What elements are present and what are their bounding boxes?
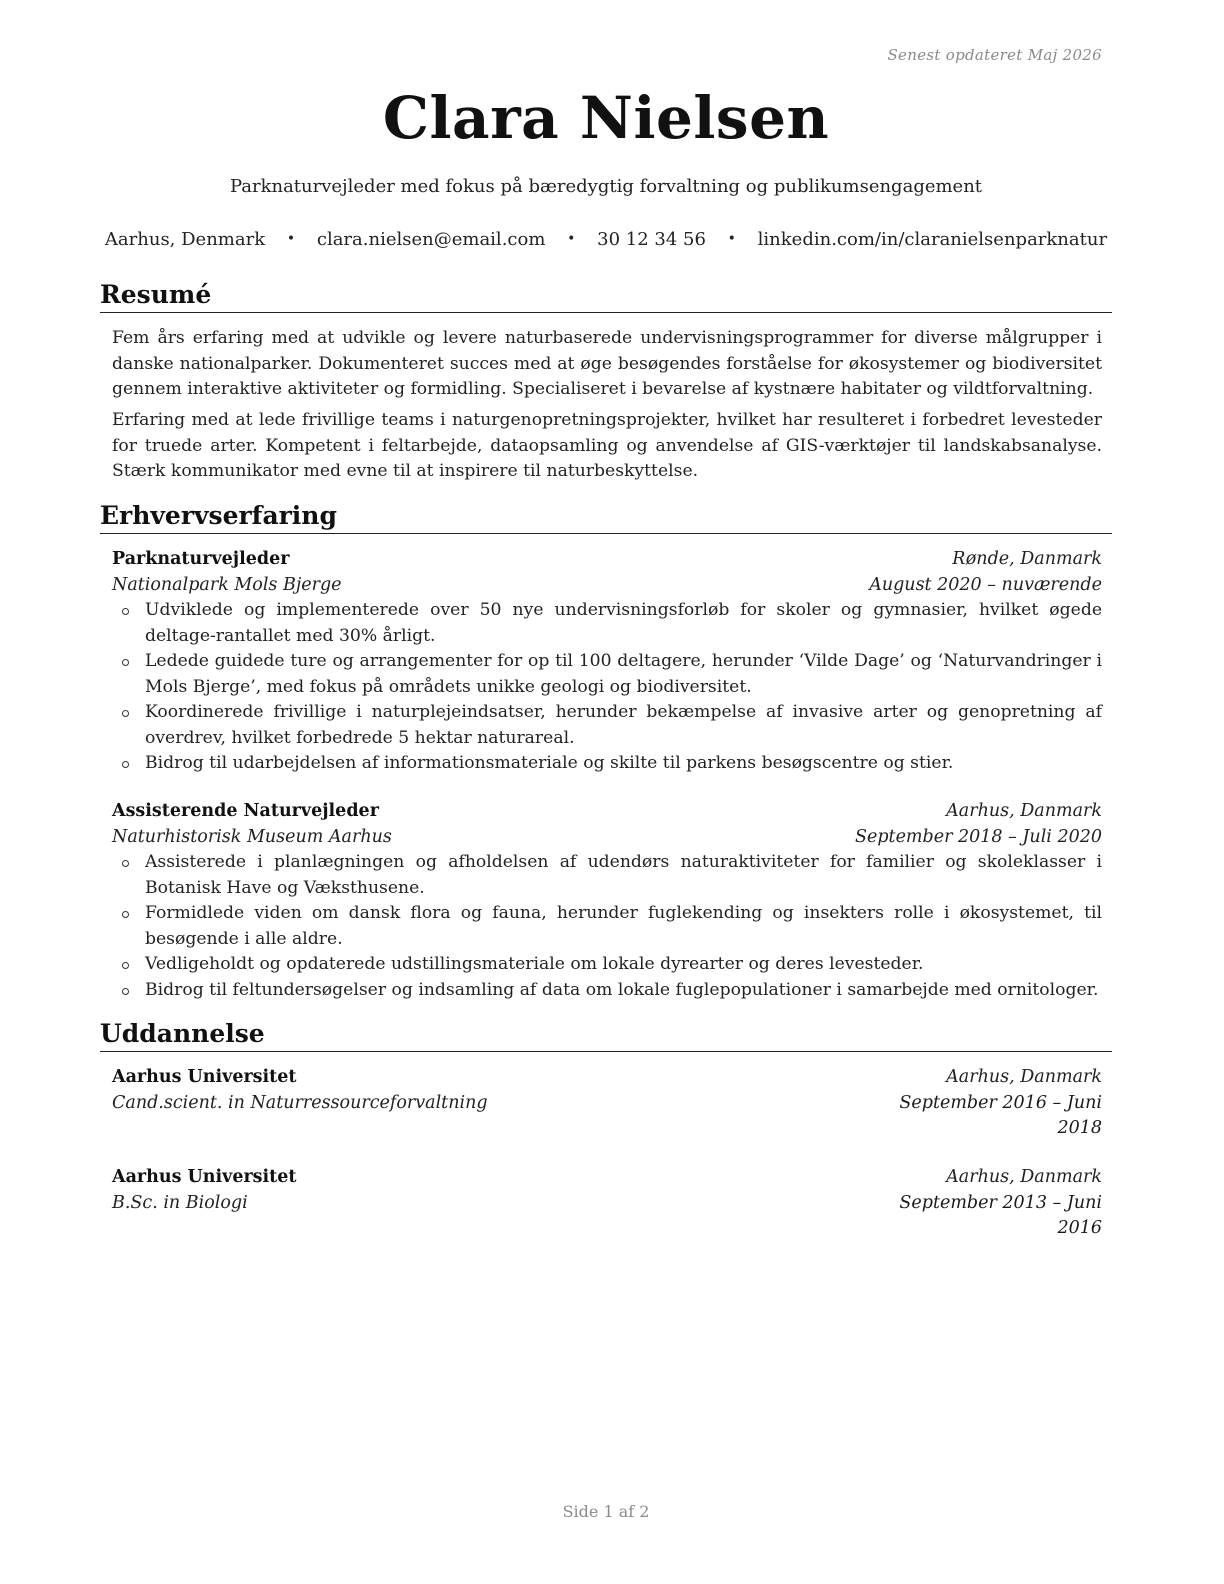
list-item: Ledede guidede ture og arrangementer for op til 100 deltagere, herunder ‘Vilde Dage’ og ‘Naturvandringer i Mols Bjerge’, med fokus på områdets unikke geologi og biodiversitet. [112,649,1102,700]
contact-phone[interactable]: 30 12 34 56 [597,229,706,250]
job-bullets [112,850,1102,1003]
job-role: Parknaturvejleder [112,549,290,569]
circle-bullet-icon [122,962,129,969]
contact-line [0,229,1212,250]
circle-bullet-icon [122,988,129,995]
education-entry [112,1065,1102,1142]
section-title-summary: Resumé [100,279,1112,313]
list-item: Koordinerede frivillige i naturplejeindsatser, herunder bekæmpelse af invasive arter og genopretning af overdrev, hvilket forbedrede 5 hektar naturareal. [112,700,1102,751]
school-name: Aarhus Universitet [112,1067,297,1087]
list-item: Vedligeholdt og opdaterede udstillingsmateriale om lokale dyrearter og deres levesteder. [112,952,1102,978]
job-location: Aarhus, Danmark [946,801,1102,821]
job-header [112,547,1102,598]
job-location: Rønde, Danmark [952,549,1102,569]
bullet-separator: • [567,231,576,247]
job-header [112,799,1102,850]
circle-bullet-icon [122,911,129,918]
tagline: Parknaturvejleder med fokus på bæredygtig forvaltning og publikumsengagement [229,176,983,197]
list-item: Bidrog til udarbejdelsen af informationsmateriale og skilte til parkens besøgscentre og stier. [112,751,1102,777]
list-item: Assisterede i planlægningen og afholdelsen af udendørs naturaktiviteter for familier og skoleklasser i Botanisk Have og Væksthusene. [112,850,1102,901]
education-entry [112,1165,1102,1242]
page-number: Side 1 af 2 [562,1502,650,1521]
last-updated: Senest opdateret Maj 2026 [887,46,1102,64]
job-organization: Naturhistorisk Museum Aarhus [112,826,392,847]
section-title-education: Uddannelse [100,1018,1112,1052]
job-role: Assisterende Naturvejleder [112,801,379,821]
contact-location: Aarhus, Denmark [104,229,266,250]
bullet-separator: • [727,231,736,247]
job-bullets [112,598,1102,777]
job-organization: Nationalpark Mols Bjerge [112,574,342,595]
circle-bullet-icon [122,710,129,717]
list-item: Formidlede viden om dansk flora og fauna, herunder fuglekending og insekters rolle i økosystemet, til besøgende i alle aldre. [112,901,1102,952]
list-item: Udviklede og implementerede over 50 nye undervisningsforløb for skoler og gymnasier, hvilket øgede deltage-rantallet med 30% årligt. [112,598,1102,649]
degree: Cand.scient. in Naturressourceforvaltning [112,1092,488,1113]
school-location: Aarhus, Danmark [946,1167,1102,1187]
circle-bullet-icon [122,761,129,768]
bullet-separator: • [286,231,296,247]
education-dates: September 2013 – Juni 2016 [899,1192,1102,1238]
circle-bullet-icon [122,659,129,666]
section-title-experience: Erhvervserfaring [100,500,1112,534]
summary-paragraph: Fem års erfaring med at udvikle og levere naturbaserede undervisningsprogrammer for diverse målgrupper i danske nationalparker. Dokumenteret succes med at øge besøgendes forståelse for økosystemer og biodiversitet gennem interaktive aktiviteter og formidling. Specialiseret i bevarelse af kystnære habitater og vildtforvaltning. [112,328,1102,399]
list-item: Bidrog til feltundersøgelser og indsamling af data om lokale fuglepopulationer i samarbejde med ornitologer. [112,978,1102,1004]
school-location: Aarhus, Danmark [946,1067,1102,1087]
job-dates: August 2020 – nuværende [869,574,1102,595]
contact-email[interactable]: clara.nielsen@email.com [316,229,546,250]
job-dates: September 2018 – Juli 2020 [854,826,1102,847]
degree: B.Sc. in Biologi [112,1192,248,1213]
circle-bullet-icon [122,860,129,867]
summary-paragraph: Erfaring med at lede frivillige teams i naturgenopretningsprojekter, hvilket har resulteret i forbedret levesteder for truede arter. Kompetent i feltarbejde, dataopsamling og anvendelse af GIS-værktøjer til landskabsanalyse. Stærk kommunikator med evne til at inspirere til naturbeskyttelse. [112,410,1102,481]
circle-bullet-icon [122,608,129,615]
education-dates: September 2016 – Juni 2018 [899,1092,1102,1138]
school-name: Aarhus Universitet [112,1167,297,1187]
contact-linkedin[interactable]: linkedin.com/in/claranielsenparknatur [757,229,1108,250]
candidate-name: Clara Nielsen [382,84,830,152]
